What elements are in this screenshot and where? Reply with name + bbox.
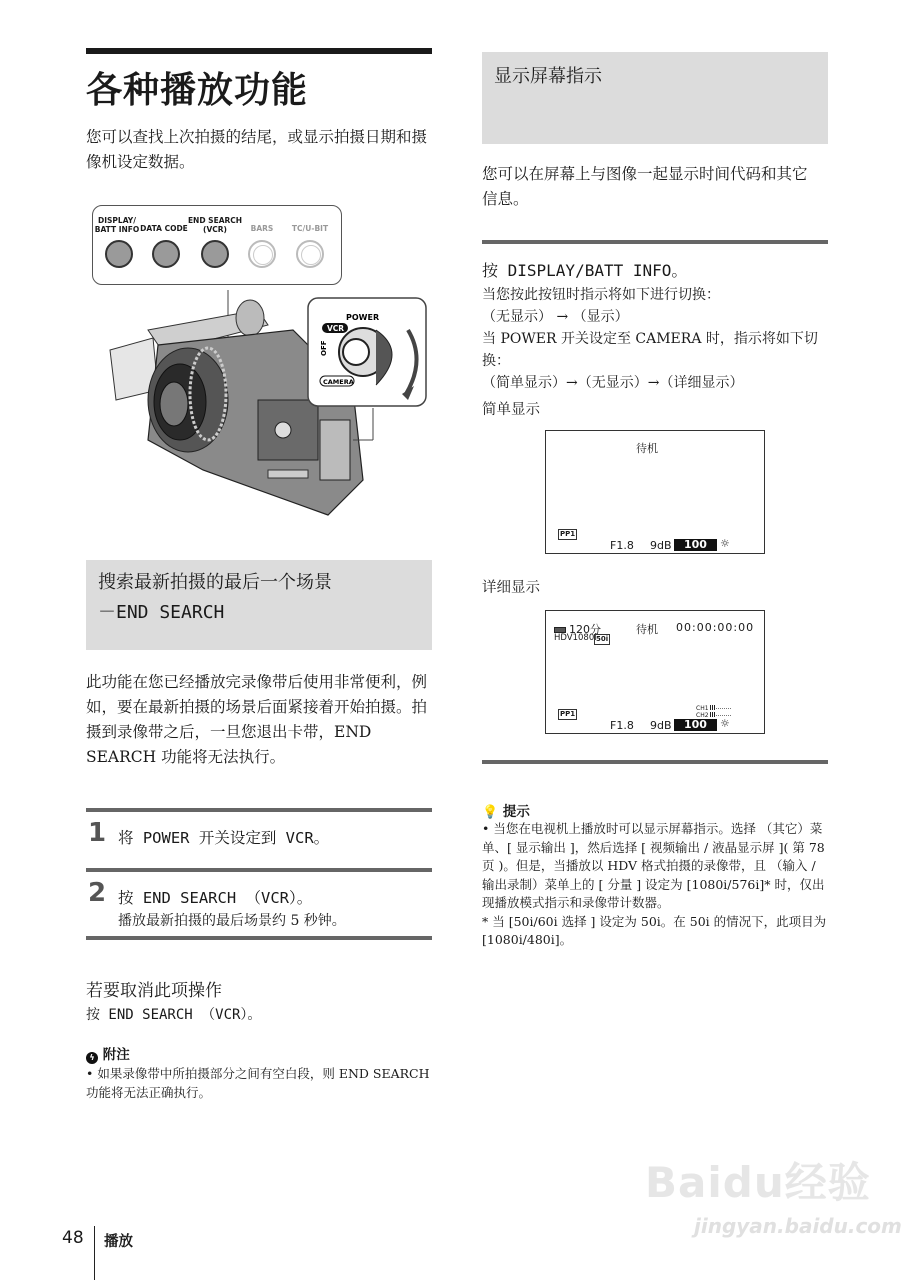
simple-fnum: F1.8	[610, 539, 634, 552]
display-button-icon	[105, 240, 133, 268]
note-heading	[86, 1043, 130, 1064]
simple-gain: 9dB	[650, 539, 672, 552]
cancel-text: 按 END SEARCH （VCR）。	[86, 1007, 262, 1023]
detail-timecode: 00:00:00:00	[676, 621, 755, 634]
tcubit-button-icon	[296, 240, 324, 268]
camera-label: CAMERA	[323, 378, 354, 386]
tip-text	[482, 820, 832, 950]
ch1-meter-icon	[710, 705, 732, 712]
display-section-header: 显示屏幕指示	[482, 52, 828, 144]
detail-battery: 120分	[554, 621, 601, 637]
simple-level: 100	[674, 539, 717, 551]
page-title: 各种播放功能	[86, 70, 309, 111]
simple-sun-icon: ☼	[720, 537, 730, 550]
switch-line-2: （无显示） → （显示）	[482, 309, 629, 325]
page-number: 48	[62, 1228, 84, 1248]
step2-text: 按 END SEARCH （VCR）。	[118, 889, 313, 907]
buttons-figure	[92, 205, 342, 285]
step1-text: 将 POWER 开关设定到 VCR。	[118, 829, 330, 847]
search-heading-line1: 搜索最新拍摄的最后一个场景	[98, 572, 332, 593]
power-label: POWER	[346, 313, 380, 322]
bars-button-icon	[248, 240, 276, 268]
detail-display-screen	[545, 610, 765, 734]
tip-item-2: * 当 [50i/60i 选择 ] 设定为 50i。在 50i 的情况下，此项目为 [1080i/480i]。	[482, 913, 827, 947]
display-bottom-rule	[482, 760, 828, 764]
button-label-display: DISPLAY/ BATT INFO	[94, 216, 140, 234]
footer-section: 播放	[104, 1234, 133, 1250]
detail-fnum: F1.8	[610, 719, 634, 732]
detail-gain: 9dB	[650, 719, 672, 732]
button-label-endsearch: END SEARCH (VCR)	[187, 216, 243, 234]
detail-ppi: PP1	[560, 710, 576, 718]
step2-number: 2	[88, 878, 107, 908]
off-label: OFF	[320, 340, 328, 356]
display-paragraph: 您可以在屏幕上与图像一起显示时间代码和其它信息。	[482, 165, 808, 208]
note-icon: ϟ	[86, 1052, 98, 1064]
simple-ppi: PP1	[560, 530, 576, 538]
simple-display-label: 简单显示	[482, 402, 540, 418]
simple-status: 待机	[636, 442, 658, 455]
search-paragraph: 此功能在您已经播放完录像带后使用非常便利，例如，要在最新拍摄的场景后面紧接着开始拍摄。拍摄到录像带之后，一旦您退出卡带，END SEARCH 功能将无法执行。	[86, 673, 428, 766]
step2-subtext: 播放最新拍摄的最后场景约 5 秒钟。	[118, 913, 346, 929]
cancel-title: 若要取消此项操作	[86, 981, 222, 1001]
lightbulb-icon: 💡	[482, 805, 499, 820]
detail-level: 100	[674, 719, 717, 731]
button-label-bars: BARS	[250, 224, 274, 233]
detail-rate: 50i	[596, 635, 609, 643]
camcorder-illustration-icon	[108, 290, 438, 520]
tip-item-1: • 当您在电视机上播放时可以显示屏幕指示。选择 （其它）菜单、[ 显示输出 ]，然后选择 [ 视频输出 / 液晶显示屏 ]( 第 78 页 )。但是，当播放以 HDV 格式拍摄的录像带，且 （输入 / 输出录制）菜单上的 [ 分量 ] 设定为 [1080i/576i]* 时，仅出现播放模式指示和录像带计数器。	[482, 821, 825, 910]
detail-sun-icon: ☼	[720, 717, 730, 730]
vcr-label: VCR	[327, 324, 345, 333]
detail-display-label: 详细显示	[482, 580, 540, 596]
watermark-url: jingyan.baidu.com	[694, 1214, 902, 1238]
button-label-datacode: DATA CODE	[140, 224, 188, 233]
detail-ch2: CH2	[696, 712, 732, 719]
tip-label: 提示	[502, 804, 530, 820]
tip-heading	[482, 800, 530, 820]
detail-ch1: CH1	[696, 705, 732, 712]
press-instruction: 按 DISPLAY/BATT INFO。	[482, 261, 688, 280]
button-label-tcubit: TC/U-BIT	[291, 224, 329, 233]
intro-paragraph: 您可以查找上次拍摄的结尾，或显示拍摄日期和摄像机设定数据。	[86, 128, 428, 171]
switch-line-1: 当您按此按钮时指示将如下进行切换：	[482, 287, 720, 303]
display-top-rule	[482, 240, 828, 244]
footer-divider	[94, 1226, 95, 1280]
step1-rule	[86, 808, 432, 812]
detail-format: HDV1080i	[554, 633, 597, 643]
switch-line-3: 当 POWER 开关设定至 CAMERA 时，指示将如下切换：	[482, 331, 818, 369]
note-text: • 如果录像带中所拍摄部分之间有空白段，则 END SEARCH 功能将无法正确执行。	[86, 1066, 430, 1100]
step1-number: 1	[88, 818, 107, 848]
simple-display-screen	[545, 430, 765, 554]
steps-end-rule	[86, 936, 432, 940]
search-heading-line2: －END SEARCH	[98, 602, 225, 623]
endsearch-button-icon	[201, 240, 229, 268]
step2-rule	[86, 868, 432, 872]
detail-status: 待机	[636, 623, 658, 636]
note-label: 附注	[102, 1047, 130, 1063]
title-rule	[86, 48, 432, 54]
switch-line-4: （简单显示）→（无显示）→（详细显示）	[482, 375, 744, 391]
search-section-header	[86, 560, 432, 650]
datacode-button-icon	[152, 240, 180, 268]
watermark-logo: Baidu经验	[645, 1158, 871, 1207]
